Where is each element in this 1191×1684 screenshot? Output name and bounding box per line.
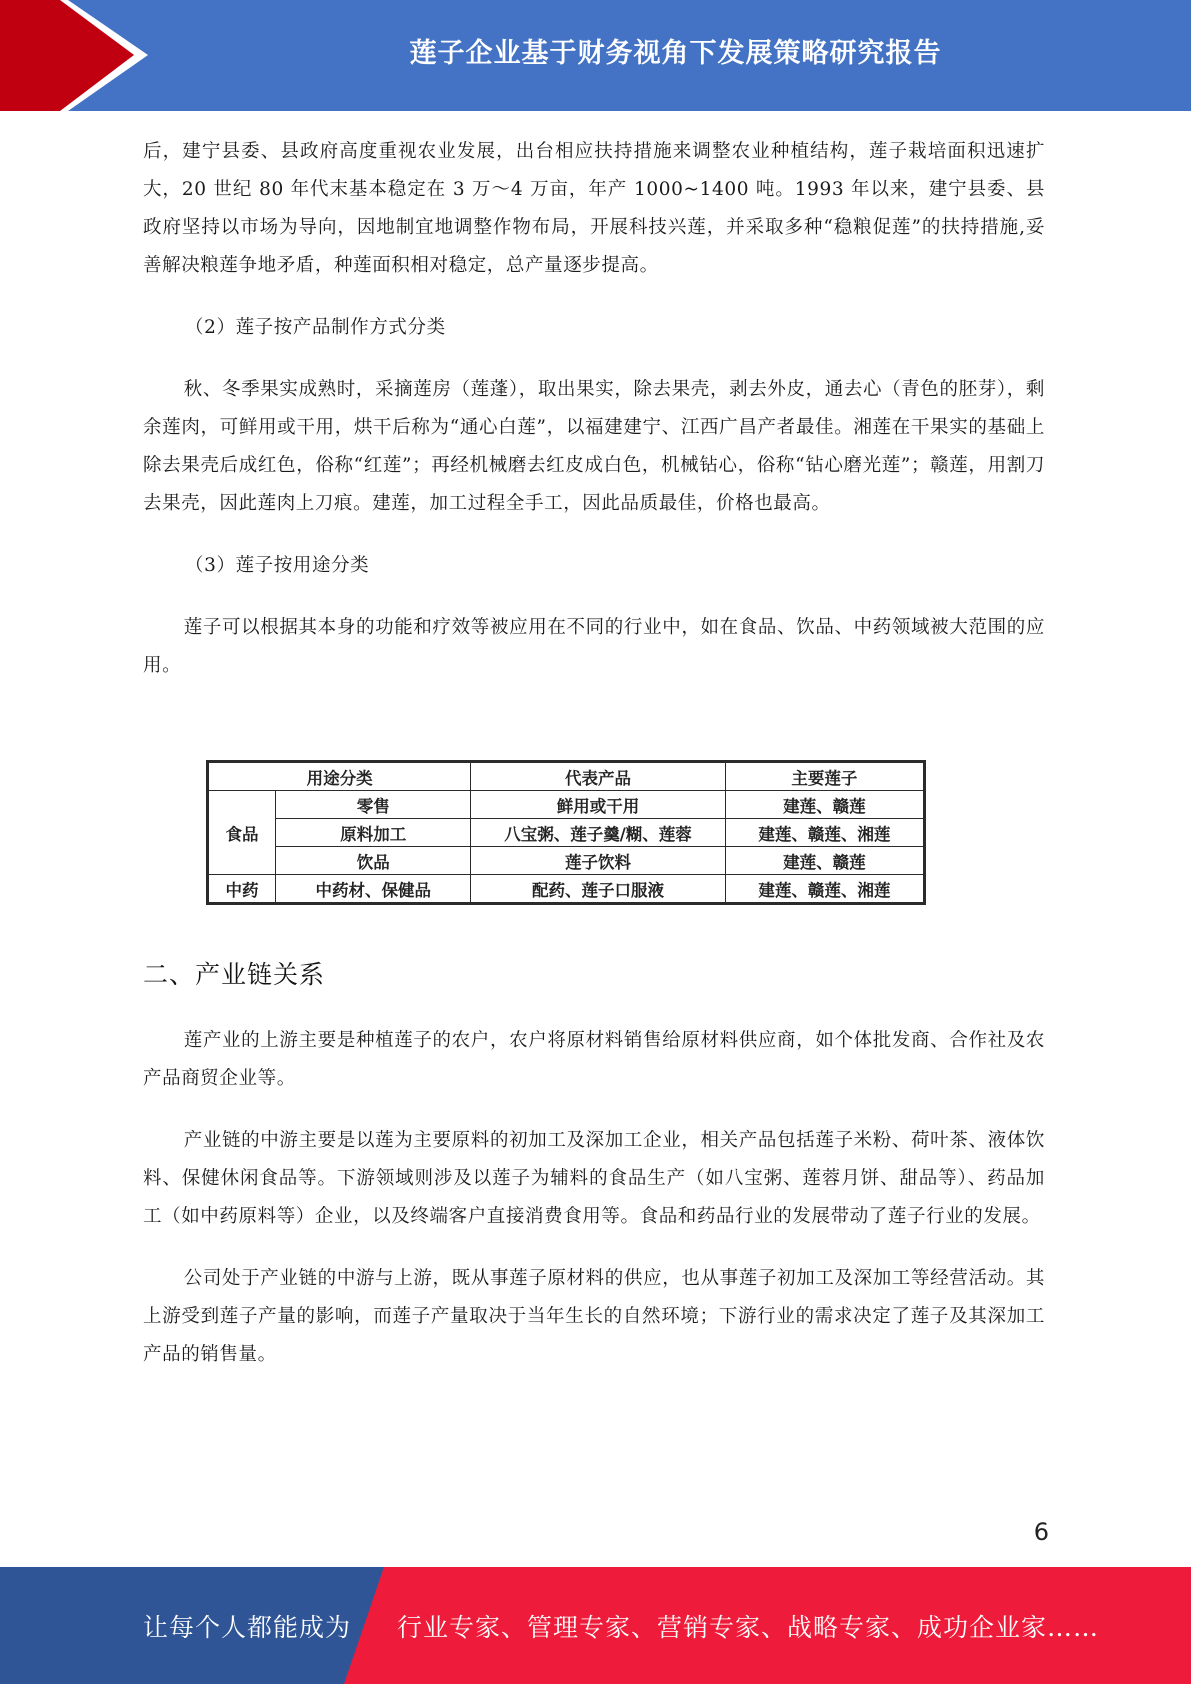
cell-product: 鲜用或干用	[471, 791, 725, 819]
usage-table	[206, 760, 926, 905]
table-row	[208, 791, 925, 819]
cell-lotus: 建莲、赣莲	[725, 847, 924, 875]
paragraph-production-method: 秋、冬季果实成熟时，采摘莲房（莲蓬），取出果实，除去果壳，剥去外皮，通去心（青色的胚芽），剩余莲肉，可鲜用或干用，烘干后称为“通心白莲”，以福建建宁、江西广昌产者最佳。湘莲在干果实的基础上除去果壳后成红色，俗称“红莲”；再经机械磨去红皮成白色，机械钻心，俗称“钻心磨光莲”；赣莲，用割刀去果壳，因此莲肉上刀痕。建莲，加工过程全手工，因此品质最佳，价格也最高。	[143, 379, 1045, 514]
cell-product: 莲子饮料	[471, 847, 725, 875]
cell-use: 零售	[276, 791, 471, 819]
table-row	[208, 819, 925, 847]
body-content	[143, 133, 1045, 709]
subheading-usage: （3）莲子按用途分类	[185, 555, 370, 576]
usage-table-wrapper	[206, 760, 926, 905]
group-food: 食品	[208, 791, 276, 875]
table-header-row	[208, 762, 925, 791]
cell-use: 饮品	[276, 847, 471, 875]
table-row	[208, 875, 925, 904]
cell-use: 原料加工	[276, 819, 471, 847]
header-main-lotus: 主要莲子	[725, 762, 924, 791]
footer-slogan-right: 行业专家、管理专家、营销专家、战略专家、成功企业家……	[397, 1612, 1100, 1642]
paragraph-company-position: 公司处于产业链的中游与上游，既从事莲子原材料的供应，也从事莲子初加工及深加工等经营活动。其上游受到莲子产量的影响，而莲子产量取决于当年生长的自然环境；下游行业的需求决定了莲子及其深加工产品的销售量。	[143, 1268, 1045, 1365]
page-number: 6	[1033, 1518, 1049, 1546]
cell-lotus: 建莲、赣莲、湘莲	[725, 875, 924, 904]
header-representative-product: 代表产品	[471, 762, 725, 791]
subheading-production-method: （2）莲子按产品制作方式分类	[185, 317, 446, 338]
section-heading-industry-chain: 二、产业链关系	[143, 960, 326, 989]
paragraph-jianning-history: 后，建宁县委、县政府高度重视农业发展，出台相应扶持措施来调整农业种植结构，莲子栽培面积迅速扩大，20 世纪 80 年代末基本稳定在 3 万～4 万亩，年产 1000~1400 吨。1993 年以来，建宁县委、县政府坚持以市场为导向，因地制宜地调整作物布局，开展科技兴莲，并采取多种“稳粮促莲”的扶持措施,妥善解决粮莲争地矛盾，种莲面积相对稳定，总产量逐步提高。	[143, 141, 1045, 276]
table-row	[208, 847, 925, 875]
cell-product: 配药、莲子口服液	[471, 875, 725, 904]
paragraph-upstream: 莲产业的上游主要是种植莲子的农户，农户将原材料销售给原材料供应商，如个体批发商、合作社及农产品商贸企业等。	[143, 1030, 1045, 1089]
paragraph-usage: 莲子可以根据其本身的功能和疗效等被应用在不同的行业中，如在食品、饮品、中药领域被大范围的应用。	[143, 617, 1045, 676]
group-medicine: 中药	[208, 875, 276, 904]
page-header	[0, 0, 1191, 111]
cell-lotus: 建莲、赣莲	[725, 791, 924, 819]
header-use-category: 用途分类	[208, 762, 471, 791]
report-title: 莲子企业基于财务视角下发展策略研究报告	[409, 37, 942, 69]
paragraph-midstream: 产业链的中游主要是以莲为主要原料的初加工及深加工企业，相关产品包括莲子米粉、荷叶茶、液体饮料、保健休闲食品等。下游领域则涉及以莲子为辅料的食品生产（如八宝粥、莲蓉月饼、甜品等）、药品加工（如中药原料等）企业，以及终端客户直接消费食用等。食品和药品行业的发展带动了莲子行业的发展。	[143, 1130, 1045, 1227]
footer-slogan-left: 让每个人都能成为	[143, 1612, 352, 1642]
cell-use: 中药材、保健品	[276, 875, 471, 904]
section-industry-chain-content	[143, 1022, 1045, 1398]
cell-product: 八宝粥、莲子羹/糊、莲蓉	[471, 819, 725, 847]
cell-lotus: 建莲、赣莲、湘莲	[725, 819, 924, 847]
page-footer	[0, 1567, 1191, 1684]
